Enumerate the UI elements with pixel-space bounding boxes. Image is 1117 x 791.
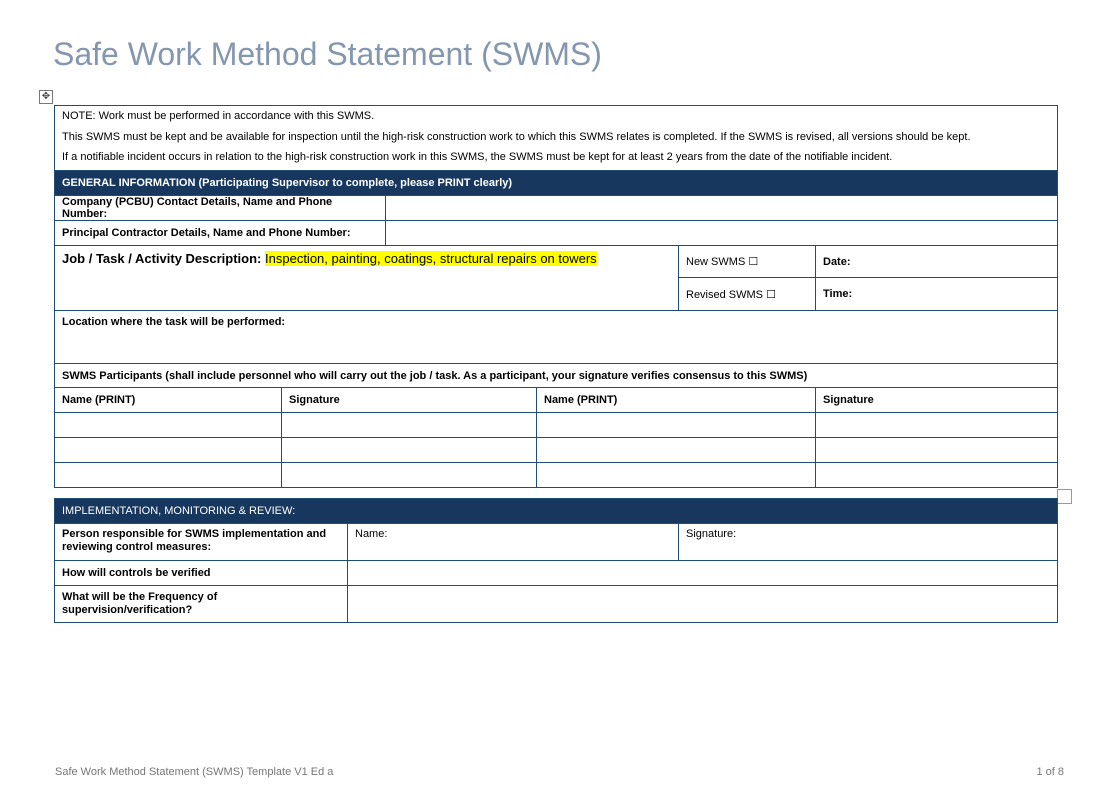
date-label: Date: bbox=[816, 246, 1058, 278]
implementation-header: IMPLEMENTATION, MONITORING & REVIEW: bbox=[55, 499, 1058, 524]
participant-name-cell[interactable] bbox=[537, 463, 816, 488]
job-description-label: Job / Task / Activity Description: bbox=[62, 251, 262, 266]
location-label: Location where the task will be performed: bbox=[55, 311, 1058, 364]
footer-page-number: 1 of 8 bbox=[1036, 766, 1064, 778]
implementation-table bbox=[54, 498, 1058, 623]
frequency-field[interactable] bbox=[348, 586, 1058, 623]
participant-row bbox=[55, 463, 1058, 488]
participant-row bbox=[55, 438, 1058, 463]
company-details-field[interactable] bbox=[386, 196, 1058, 221]
new-swms-checkbox[interactable]: New SWMS ☐ bbox=[679, 246, 816, 278]
note-line-2: This SWMS must be kept and be available for inspection until the high-risk construction work to which this SWMS relates is completed. If the SWMS is revised, all versions should be kept. bbox=[62, 131, 971, 143]
participant-name-header-1: Name (PRINT) bbox=[55, 388, 282, 413]
contractor-details-field[interactable] bbox=[386, 221, 1058, 246]
participant-name-cell[interactable] bbox=[55, 438, 282, 463]
notes-cell bbox=[55, 106, 1058, 171]
participant-name-cell[interactable] bbox=[537, 438, 816, 463]
participant-signature-cell[interactable] bbox=[816, 438, 1058, 463]
job-description-cell[interactable] bbox=[55, 246, 679, 311]
note-line-1: NOTE: Work must be performed in accordance with this SWMS. bbox=[62, 110, 375, 122]
page-title: Safe Work Method Statement (SWMS) bbox=[53, 36, 602, 72]
responsible-signature-field[interactable]: Signature: bbox=[679, 524, 1058, 561]
responsible-name-field[interactable]: Name: bbox=[348, 524, 679, 561]
controls-verified-label: How will controls be verified bbox=[55, 561, 348, 586]
participant-signature-cell[interactable] bbox=[282, 438, 537, 463]
general-information-header: GENERAL INFORMATION (Participating Supervisor to complete, please PRINT clearly) bbox=[55, 171, 1058, 196]
revised-swms-checkbox[interactable]: Revised SWMS ☐ bbox=[679, 278, 816, 311]
company-details-label: Company (PCBU) Contact Details, Name and Phone Number: bbox=[55, 196, 386, 221]
responsible-person-label: Person responsible for SWMS implementation and reviewing control measures: bbox=[55, 524, 348, 561]
footer-document-title: Safe Work Method Statement (SWMS) Template V1 Ed a bbox=[55, 766, 334, 778]
participant-signature-cell[interactable] bbox=[816, 413, 1058, 438]
participant-signature-header-2: Signature bbox=[816, 388, 1058, 413]
participant-name-cell[interactable] bbox=[55, 413, 282, 438]
note-line-3: If a notifiable incident occurs in relation to the high-risk construction work in this SWMS, the SWMS must be kept for at least 2 years from the date of the notifiable incident. bbox=[62, 151, 893, 163]
participant-name-header-2: Name (PRINT) bbox=[537, 388, 816, 413]
controls-verified-field[interactable] bbox=[348, 561, 1058, 586]
general-information-table bbox=[54, 105, 1058, 488]
contractor-details-label: Principal Contractor Details, Name and Phone Number: bbox=[55, 221, 386, 246]
frequency-label: What will be the Frequency of supervision/verification? bbox=[55, 586, 348, 623]
participant-signature-header-1: Signature bbox=[282, 388, 537, 413]
job-description-value: Inspection, painting, coatings, structural repairs on towers bbox=[265, 251, 597, 266]
participant-name-cell[interactable] bbox=[537, 413, 816, 438]
participants-label: SWMS Participants (shall include personnel who will carry out the job / task. As a participant, your signature verifies consensus to this SWMS) bbox=[55, 364, 1058, 388]
time-label: Time: bbox=[816, 278, 1058, 311]
participant-name-cell[interactable] bbox=[55, 463, 282, 488]
table-resize-handle[interactable] bbox=[1057, 489, 1072, 504]
participant-signature-cell[interactable] bbox=[282, 463, 537, 488]
participant-signature-cell[interactable] bbox=[816, 463, 1058, 488]
participant-signature-cell[interactable] bbox=[282, 413, 537, 438]
participant-row bbox=[55, 413, 1058, 438]
table-move-handle-icon[interactable]: ✥ bbox=[39, 90, 53, 104]
